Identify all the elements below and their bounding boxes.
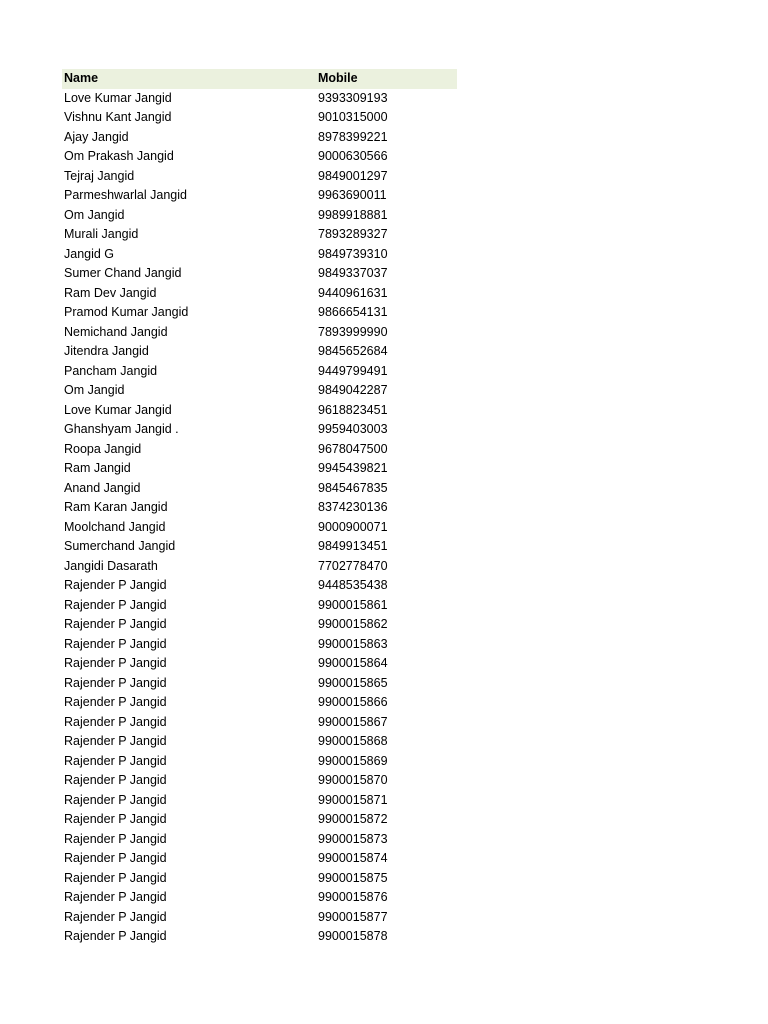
table-row: [62, 927, 457, 947]
table-row: [62, 167, 457, 187]
cell-mobile: 9678047500: [318, 441, 388, 456]
table-row: [62, 615, 457, 635]
cell-name: Rajender P Jangid: [64, 831, 167, 846]
cell-name: Roopa Jangid: [64, 441, 142, 456]
cell-mobile: 9900015866: [318, 695, 388, 709]
table-row: [62, 791, 457, 811]
table-row: [62, 732, 457, 752]
table-body: [62, 89, 457, 947]
table-row: [62, 674, 457, 694]
cell-mobile: 9849739310: [318, 246, 388, 261]
cell-name: Love Kumar Jangid: [64, 90, 172, 105]
cell-name: Rajender P Jangid: [64, 636, 167, 651]
cell-name: Ghanshyam Jangid .: [64, 422, 179, 436]
table-row: [62, 557, 457, 577]
cell-name: Rajender P Jangid: [64, 909, 167, 924]
cell-name: Rajender P Jangid: [64, 714, 167, 729]
cell-name: Ajay Jangid: [64, 129, 129, 144]
cell-mobile: 9900015862: [318, 617, 388, 631]
cell-name: Jangidi Dasarath: [64, 558, 158, 573]
cell-name: Rajender P Jangid: [64, 578, 167, 592]
table-row: [62, 830, 457, 850]
cell-name: Om Prakash Jangid: [64, 149, 174, 163]
table-row: [62, 440, 457, 460]
cell-mobile: 9900015870: [318, 773, 388, 787]
cell-mobile: 9900015877: [318, 909, 388, 924]
table-row: [62, 128, 457, 148]
cell-mobile: 9900015863: [318, 636, 388, 651]
cell-mobile: 9900015865: [318, 675, 388, 690]
table-row: [62, 147, 457, 167]
cell-name: Rajender P Jangid: [64, 734, 167, 748]
table-row: [62, 89, 457, 109]
table-row: [62, 362, 457, 382]
cell-mobile: 7893289327: [318, 227, 388, 241]
table-row: [62, 401, 457, 421]
column-header-name: Name: [62, 69, 316, 89]
table-row: [62, 654, 457, 674]
header-row: [62, 69, 457, 89]
table-row: [62, 752, 457, 772]
table-row: [62, 245, 457, 265]
cell-mobile: 9989918881: [318, 207, 388, 222]
cell-mobile: 9900015864: [318, 656, 388, 670]
cell-mobile: 9959403003: [318, 422, 388, 436]
cell-mobile: 9845467835: [318, 480, 388, 495]
cell-name: Ram Jangid: [64, 461, 131, 475]
cell-mobile: 9900015871: [318, 792, 388, 807]
cell-name: Pramod Kumar Jangid: [64, 305, 189, 319]
cell-mobile: 9900015874: [318, 851, 388, 865]
cell-name: Rajender P Jangid: [64, 890, 167, 904]
table-row: [62, 186, 457, 206]
cell-name: Om Jangid: [64, 207, 125, 222]
table-row: [62, 576, 457, 596]
cell-name: Rajender P Jangid: [64, 617, 167, 631]
cell-mobile: 9849042287: [318, 383, 388, 397]
cell-mobile: 9900015868: [318, 734, 388, 748]
cell-mobile: 9393309193: [318, 90, 388, 105]
cell-name: Rajender P Jangid: [64, 929, 167, 943]
contact-table: [62, 69, 457, 947]
cell-mobile: 9900015872: [318, 812, 388, 826]
cell-name: Rajender P Jangid: [64, 675, 167, 690]
cell-name: Ram Karan Jangid: [64, 500, 168, 514]
table-row: [62, 596, 457, 616]
cell-mobile: 7893999990: [318, 324, 388, 339]
cell-name: Rajender P Jangid: [64, 773, 167, 787]
table-row: [62, 537, 457, 557]
table-row: [62, 420, 457, 440]
cell-mobile: 9000900071: [318, 519, 388, 534]
cell-name: Sumer Chand Jangid: [64, 266, 182, 280]
cell-mobile: 9900015875: [318, 870, 388, 885]
cell-name: Jitendra Jangid: [64, 344, 149, 358]
cell-mobile: 9963690011: [318, 188, 387, 202]
table-row: [62, 381, 457, 401]
table-row: [62, 264, 457, 284]
cell-mobile: 9900015861: [318, 597, 388, 612]
cell-name: Tejraj Jangid: [64, 168, 135, 183]
cell-name: Nemichand Jangid: [64, 324, 168, 339]
table-row: [62, 908, 457, 928]
cell-name: Rajender P Jangid: [64, 656, 167, 670]
cell-mobile: 9900015876: [318, 890, 388, 904]
table-row: [62, 498, 457, 518]
cell-mobile: 8374230136: [318, 500, 388, 514]
cell-name: Rajender P Jangid: [64, 812, 167, 826]
cell-name: Moolchand Jangid: [64, 519, 166, 534]
cell-mobile: 9000630566: [318, 149, 388, 163]
contact-sheet: [62, 69, 457, 947]
cell-name: Pancham Jangid: [64, 363, 158, 378]
cell-mobile: 9849913451: [318, 539, 388, 553]
cell-name: Parmeshwarlal Jangid: [64, 188, 187, 202]
cell-mobile: 9849001297: [318, 168, 388, 183]
cell-mobile: 9900015878: [318, 929, 388, 943]
cell-mobile: 9849337037: [318, 266, 388, 280]
cell-mobile: 9866654131: [318, 305, 388, 319]
cell-name: Rajender P Jangid: [64, 851, 167, 865]
cell-name: Jangid G: [64, 246, 115, 261]
table-row: [62, 459, 457, 479]
cell-mobile: 9900015869: [318, 753, 388, 768]
table-row: [62, 810, 457, 830]
table-row: [62, 479, 457, 499]
cell-mobile: 9945439821: [318, 461, 388, 475]
table-row: [62, 869, 457, 889]
cell-name: Rajender P Jangid: [64, 597, 167, 612]
cell-mobile: 7702778470: [318, 558, 388, 573]
table-row: [62, 303, 457, 323]
cell-name: Murali Jangid: [64, 227, 139, 241]
cell-mobile: 9900015873: [318, 831, 388, 846]
cell-mobile: 9449799491: [318, 363, 388, 378]
cell-mobile: 8978399221: [318, 129, 388, 144]
table-row: [62, 713, 457, 733]
cell-name: Sumerchand Jangid: [64, 539, 176, 553]
cell-mobile: 9010315000: [318, 110, 388, 124]
table-row: [62, 323, 457, 343]
table-row: [62, 225, 457, 245]
table-row: [62, 108, 457, 128]
table-row: [62, 518, 457, 538]
cell-name: Rajender P Jangid: [64, 753, 167, 768]
table-row: [62, 693, 457, 713]
table-row: [62, 849, 457, 869]
column-header-mobile: Mobile: [316, 69, 457, 89]
cell-mobile: 9440961631: [318, 285, 388, 300]
cell-mobile: 9448535438: [318, 578, 388, 592]
cell-name: Om Jangid: [64, 383, 125, 397]
table-row: [62, 206, 457, 226]
cell-name: Anand Jangid: [64, 480, 141, 495]
table-row: [62, 342, 457, 362]
table-row: [62, 284, 457, 304]
cell-name: Love Kumar Jangid: [64, 402, 172, 417]
cell-mobile: 9845652684: [318, 344, 388, 358]
table-row: [62, 635, 457, 655]
cell-name: Vishnu Kant Jangid: [64, 110, 172, 124]
table-row: [62, 888, 457, 908]
cell-name: Ram Dev Jangid: [64, 285, 157, 300]
cell-name: Rajender P Jangid: [64, 695, 167, 709]
cell-mobile: 9618823451: [318, 402, 388, 417]
cell-name: Rajender P Jangid: [64, 792, 167, 807]
table-row: [62, 771, 457, 791]
cell-name: Rajender P Jangid: [64, 870, 167, 885]
cell-mobile: 9900015867: [318, 714, 388, 729]
